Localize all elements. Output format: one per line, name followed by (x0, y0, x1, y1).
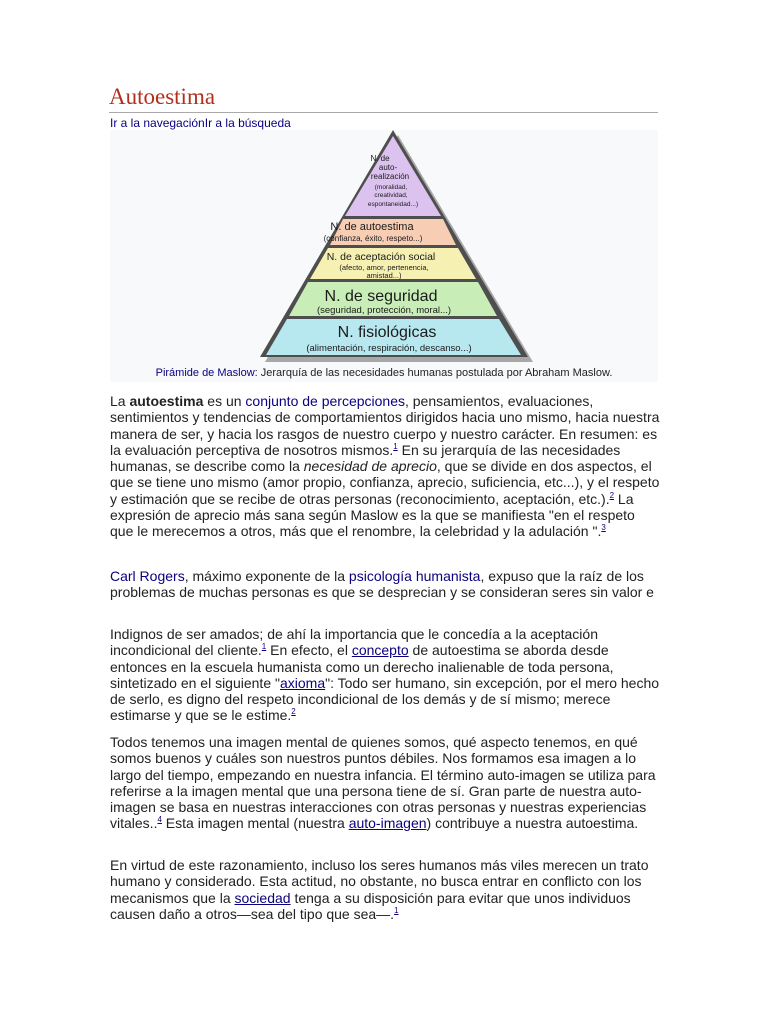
text: La expresión de aprecio más sana según Maslow es la que se manifiesta "en el respeto que le merecemos a otros, más que el renombre, la celebridad y la adulación ". (110, 490, 635, 540)
reference-link[interactable]: 2 (609, 490, 615, 500)
caption-link[interactable]: Pirámide de Maslow (155, 367, 255, 379)
pyramid-level-3-line: (afecto, amor, pertenencia, (339, 263, 429, 272)
text: Todos tenemos una imagen mental de quienes somos, qué aspecto tenemos, en qué somos buenos y cuáles son nuestros puntos débiles. Nos formamos esa imagen a lo largo del tiempo, empezando en nuestra infancia. El término auto-imagen se utiliza para referirse a la imagen mental que una persona tiene de sí. Gran parte de nuestra auto-imagen se basa en nuestras interacciones con otras personas y nuestras experiencias vitales.. (110, 734, 656, 832)
pyramid-level-3-title: N. de aceptación social (326, 251, 436, 263)
text: Indignos de ser amados; de ahí la importancia que le concedía a la aceptación incondicional del cliente. (110, 626, 598, 659)
link-auto-imagen[interactable]: auto-imagen (348, 815, 427, 832)
pyramid-level-5-title: N. fisiológicas (337, 324, 437, 341)
paragraph-2 (110, 568, 662, 601)
link-psicologia-humanista[interactable]: psicología humanista (348, 568, 481, 584)
reference-link[interactable]: 1 (394, 905, 399, 915)
paragraph-1 (110, 393, 662, 540)
figure-caption (110, 367, 658, 379)
text: , pensamientos, evaluaciones, sentimientos y tendencias de comportamientos dirigidos hacia uno mismo, hacia nuestra manera de ser, y hacia los rasgos de nuestro cuerpo y nuestro carácter. En resumen: es la evaluación perceptiva de nosotros mismos. (110, 393, 660, 458)
text: , expuso que la raíz de los problemas de muchas personas es que se desprecian y se consideran seres sin valor e (110, 568, 654, 601)
text: , máximo exponente de la (184, 568, 349, 584)
pyramid-level-1-line: espontaneidad...) (367, 201, 419, 208)
reference-link[interactable]: 3 (601, 523, 606, 533)
pyramid-level-4-title: N. de seguridad (324, 288, 438, 305)
reference-link[interactable]: 2 (291, 707, 296, 717)
article-title: Autoestima (109, 84, 658, 113)
paragraph-4 (110, 734, 662, 832)
link-concepto[interactable]: concepto (351, 642, 409, 659)
italic-term: necesidad de aprecio (303, 458, 437, 475)
caption-text: : Jerarquía de las necesidades humanas postulada por Abraham Maslow. (254, 367, 613, 379)
maslow-pyramid-image[interactable] (0, 0, 768, 400)
paragraph-5 (110, 857, 662, 922)
reference-link[interactable]: 1 (393, 441, 398, 451)
bold-term: autoestima (129, 393, 204, 409)
pyramid-level-2-title: N. de autoestima (330, 221, 414, 233)
pyramid-level-2-line: (confianza, éxito, respeto...) (323, 234, 423, 243)
link-axioma[interactable]: axioma (279, 674, 326, 691)
pyramid-level-1-line: creatividad, (374, 192, 408, 199)
text: , que se divide en dos aspectos, el que se tiene uno mismo (amor propio, confianza, aprecio, suficiencia, etc...), y el respeto y estimación que se recibe de otras personas (reconocimiento, aceptación, etc.). (110, 458, 660, 507)
text: de autoestima se aborda desde entonces en la escuela humanista como un derecho inalienable de toda persona, sintetizado en el siguiente " (110, 642, 614, 691)
link-carl-rogers[interactable]: Carl Rogers (110, 568, 185, 584)
text: ) contribuye a nuestra autoestima. (426, 815, 639, 832)
text: Esta imagen mental (nuestra (161, 815, 349, 832)
link-sociedad[interactable]: sociedad (234, 889, 291, 906)
search-link[interactable]: Ir a la búsqueda (204, 116, 291, 130)
pyramid-level-4-line: (seguridad, protección, moral...) (316, 305, 452, 316)
reference-link[interactable]: 1 (261, 642, 267, 652)
pyramid-level-1-line: auto- (378, 163, 398, 172)
text: En virtud de este razonamiento, incluso los seres humanos más viles merecen un trato humano y considerado. Esta actitud, no obstante, no busca entrar en conflicto con los mecanismos que la (110, 857, 649, 906)
pyramid-level-1-line: realización (370, 172, 410, 181)
pyramid-level-5-line: (alimentación, respiración, descanso...) (306, 343, 472, 354)
reference-link[interactable]: 4 (157, 815, 162, 825)
text: La (110, 393, 130, 409)
text: es un (203, 393, 246, 409)
pyramid-level-1-line: (moralidad, (374, 184, 408, 191)
text: ": Todo ser humano, sin excepción, por el mero hecho de serlo, es digno del respeto incondicional de los demás y de sí mismo; merece estimarse y que se le estime. (110, 674, 660, 724)
nav-link[interactable]: Ir a la navegación (110, 116, 205, 130)
text: En efecto, el (266, 642, 352, 659)
pyramid-level-1-title: N. de (370, 154, 390, 163)
pyramid-level-3-line: amistad...) (366, 271, 402, 280)
link-conjunto-de-percepciones[interactable]: conjunto de percepciones (245, 393, 405, 409)
text: En su jerarquía de las necesidades humanas, se describe como la (110, 441, 621, 475)
paragraph-3 (110, 626, 662, 724)
text: tenga a su disposición para evitar que unos individuos causen daño a otros—sea del tipo que sea—. (110, 889, 631, 922)
